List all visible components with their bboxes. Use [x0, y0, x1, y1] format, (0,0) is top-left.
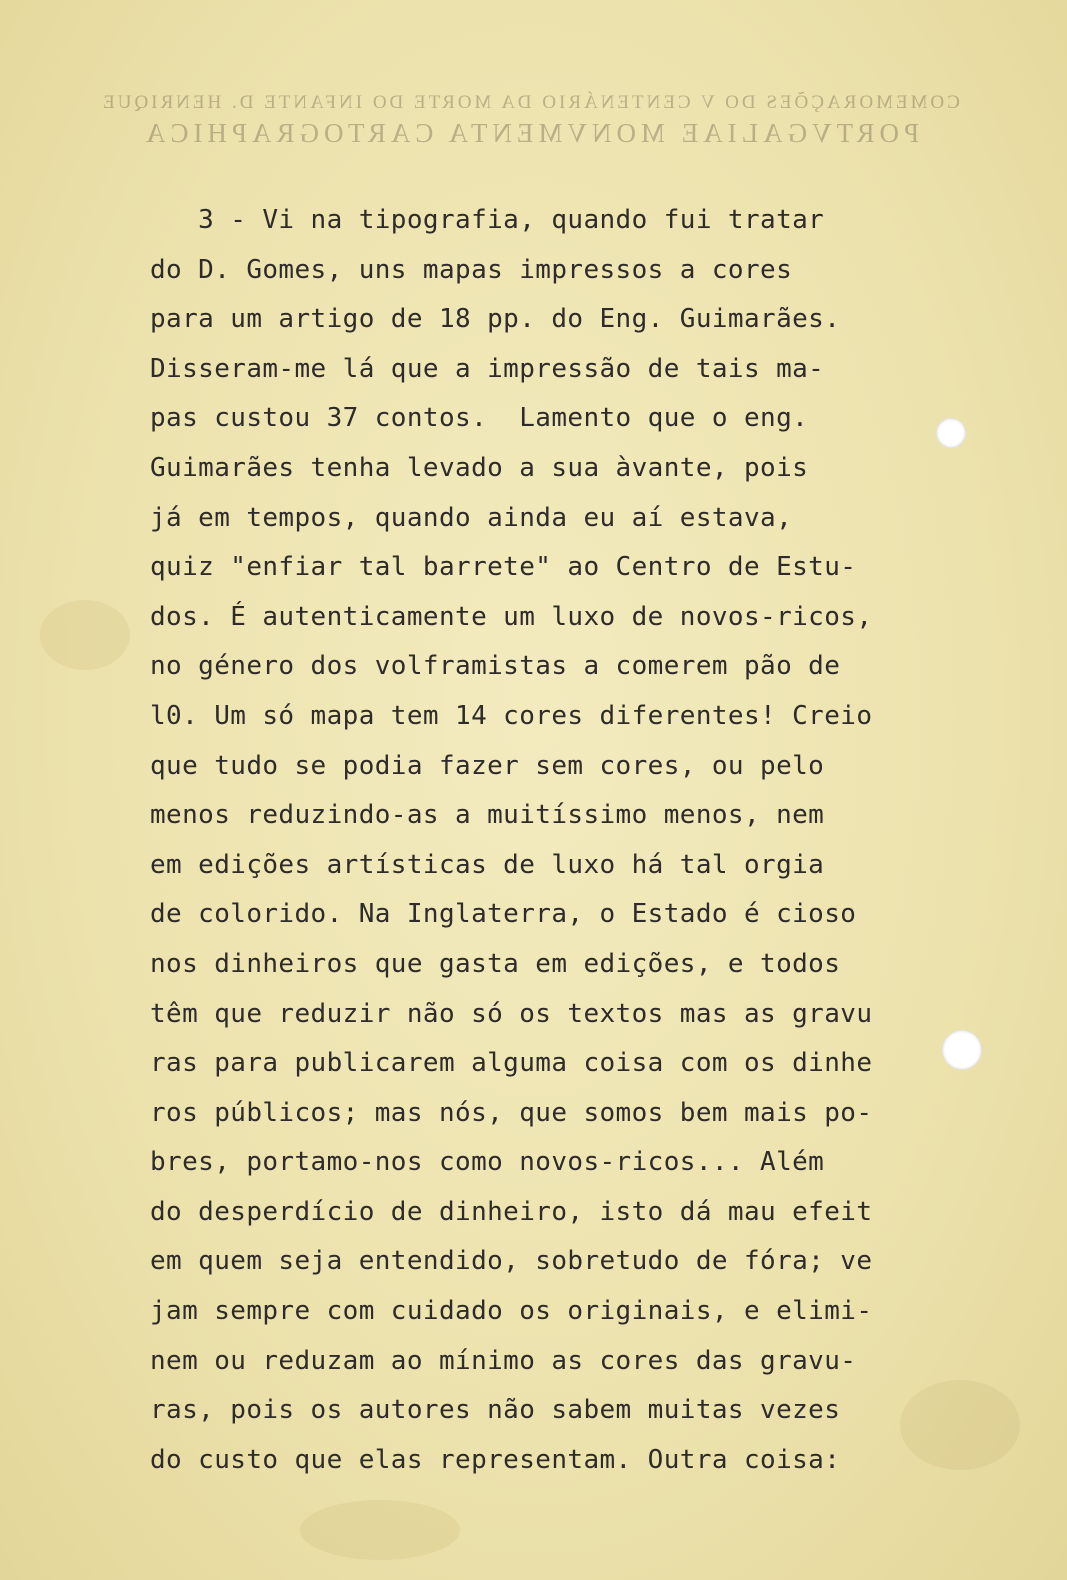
body-line: do custo que elas representam. Outra coisa:: [150, 1444, 841, 1475]
body-line: de colorido. Na Inglaterra, o Estado é cioso: [150, 899, 857, 930]
body-line: menos reduzindo-as a muitíssimo menos, nem: [150, 800, 825, 831]
body-line: têm que reduzir não só os textos mas as gravu: [150, 998, 873, 1029]
body-line: ras para publicarem alguma coisa com os dinhe: [150, 1048, 873, 1079]
body-line: 3 - Vi na tipografia, quando fui tratar: [150, 205, 825, 235]
body-line: em edições artísticas de luxo há tal orgia: [150, 849, 825, 880]
body-line: em quem seja entendido, sobretudo de fóra; ve: [150, 1246, 873, 1277]
letterhead: [60, 92, 1000, 149]
punch-hole: [942, 1030, 982, 1070]
body-line: quiz "enfiar tal barrete" ao Centro de Estu-: [150, 552, 857, 583]
body-line: do D. Gomes, uns mapas impressos a cores: [150, 254, 793, 285]
body-line: bres, portamo-nos como novos-ricos... Além: [150, 1147, 825, 1178]
body-line: nem ou reduzam ao mínimo as cores das gravu-: [150, 1345, 857, 1376]
body-line: l0. Um só mapa tem 14 cores diferentes! Creio: [150, 700, 873, 731]
body-line: já em tempos, quando ainda eu aí estava,: [150, 502, 793, 533]
body-line: ras, pois os autores não sabem muitas vezes: [150, 1395, 841, 1426]
body-line: nos dinheiros que gasta em edições, e todos: [150, 948, 841, 979]
body-line: Guimarães tenha levado a sua àvante, pois: [150, 452, 809, 483]
body-line: que tudo se podia fazer sem cores, ou pelo: [150, 750, 825, 781]
body-line: no género dos volframistas a comerem pão de: [150, 651, 841, 682]
stain: [300, 1500, 460, 1560]
body-line: do desperdício de dinheiro, isto dá mau efeit: [150, 1196, 873, 1227]
body-line: ros públicos; mas nós, que somos bem mais po-: [150, 1097, 873, 1128]
letterhead-line-1: COMEMORAÇÕES DO V CENTENÁRIO DA MORTE DO INFANTE D. HENRIQUE: [100, 92, 960, 113]
punch-hole: [936, 418, 966, 448]
body-line: pas custou 37 contos. Lamento que o eng.: [150, 403, 809, 434]
letterhead-line-2: PORTVGALIAE MONVMENTA CARTOGRAPHICA: [140, 118, 920, 148]
body-line: dos. É autenticamente um luxo de novos-ricos,: [150, 601, 873, 632]
body-line: jam sempre com cuidado os originais, e elimi-: [150, 1296, 873, 1327]
stain: [40, 600, 130, 670]
body-line: Disseram-me lá que a impressão de tais ma-: [150, 353, 825, 384]
letter-body: [150, 196, 1050, 1485]
body-line: para um artigo de 18 pp. do Eng. Guimarães.: [150, 304, 841, 335]
